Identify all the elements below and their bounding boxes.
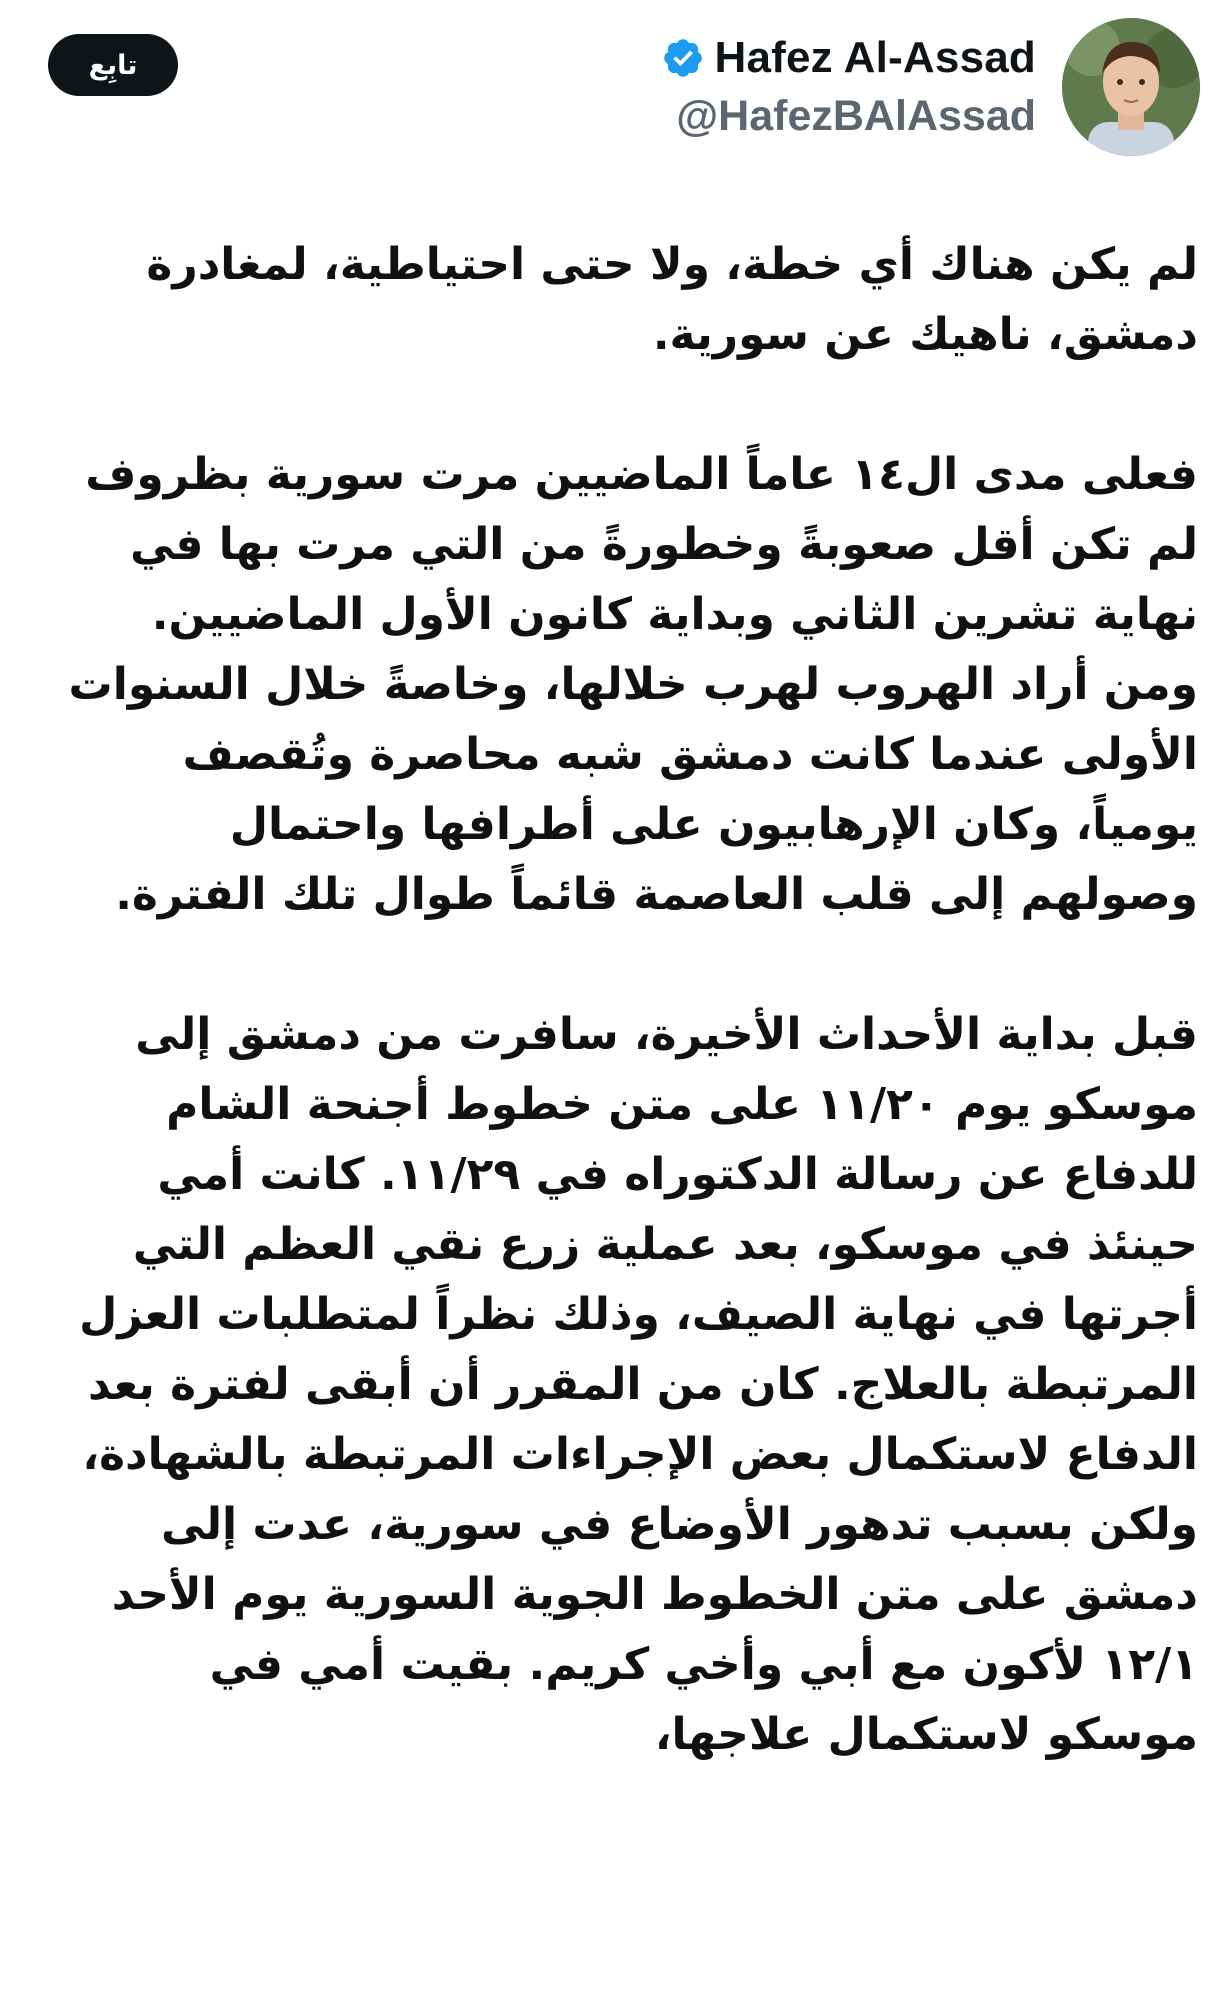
user-handle[interactable]: @HafezBAlAssad	[676, 92, 1036, 140]
verified-badge-icon	[661, 36, 705, 80]
tweet-paragraph: فعلى مدى ال١٤ عاماً الماضيين مرت سورية بظروف لم تكن أقل صعوبةً وخطورةً من التي مرت بها في نهاية تشرين الثاني وبداية كانون الأول الماضيين.	[85, 449, 1198, 640]
avatar[interactable]	[1062, 18, 1200, 156]
display-name[interactable]: Hafez Al-Assad	[714, 33, 1036, 82]
paragraph-spacer	[48, 370, 1198, 440]
tweet-paragraph: قبل بداية الأحداث الأخيرة، سافرت من دمشق إلى موسكو يوم ١١/٢٠ على متن خطوط أجنحة الشام للدفاع عن رسالة الدكتوراه في ١١/٢٩. كانت أمي حينئذ في موسكو، بعد عملية زرع نقي العظم التي أجرتها في نهاية الصيف، وذلك نظراً لمتطلبات العزل المرتبطة بالعلاج. كان من المقرر أن أبقى لفترة بعد الدفاع لاستكمال بعض الإجراءات المرتبطة بالشهادة، ولكن بسبب تدهور الأوضاع في سورية، عدت إلى دمشق على متن الخطوط الجوية السورية يوم الأحد ١٢/١ لأكون مع أبي وأخي كريم. بقيت أمي في موسكو لاستكمال علاجها،	[79, 1009, 1198, 1760]
tweet-paragraph: ومن أراد الهروب لهرب خلالها، وخاصةً خلال السنوات الأولى عندما كانت دمشق شبه محاصرة وتُقصف يومياً، وكان الإرهابيون على أطرافها واحتمال وصولهم إلى قلب العاصمة قائماً طوال تلك الفترة.	[68, 659, 1198, 920]
follow-button[interactable]: تابِع	[48, 34, 178, 96]
tweet-paragraph: لم يكن هناك أي خطة، ولا حتى احتياطية، لمغادرة دمشق، ناهيك عن سورية.	[146, 239, 1198, 360]
tweet-text	[48, 230, 1198, 1770]
user-info	[661, 26, 1036, 141]
tweet-header	[0, 0, 1230, 180]
name-row	[661, 26, 1036, 90]
paragraph-spacer	[48, 930, 1198, 1000]
